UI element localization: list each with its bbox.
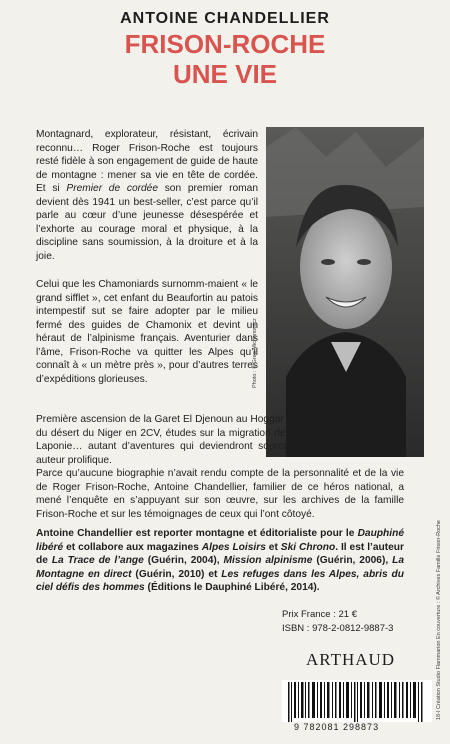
bio-italic: Alpes Loisirs bbox=[201, 541, 266, 553]
isbn: ISBN : 978-2-0812-9887-3 bbox=[282, 623, 394, 634]
bio-text: (Guérin, 2010) et bbox=[131, 568, 222, 580]
book-title-line-1: FRISON-ROCHE bbox=[124, 29, 326, 59]
barcode-number: 9 782081 298873 bbox=[294, 722, 380, 732]
author-portrait-image bbox=[266, 127, 424, 457]
bio-text: Antoine Chandellier est reporter montagne et éditorialiste pour le bbox=[36, 528, 358, 539]
bio-text: (Guérin, 2004), bbox=[143, 555, 224, 566]
blurb-text: son premier roman devient dès 1941 un best-seller, c’est parce qu’il parle au cœur d’une jeunesse désespérée et l’exhorte au courage moral et physique, à la discipline sans soumission, à la droiture et à la joie. bbox=[36, 183, 258, 262]
bio-italic: Mission alpinisme bbox=[223, 555, 313, 566]
novel-title: Premier de cordée bbox=[66, 183, 158, 194]
publisher-logo: ARTHAUD bbox=[306, 650, 396, 669]
bio-italic: La Montagne en direct bbox=[36, 555, 404, 580]
bio-text: et collabore aux magazines bbox=[63, 541, 202, 553]
cover-credits: 18-I Création Studio Flammarion En couverture : © Archives Famille Frison-Roche bbox=[436, 520, 442, 720]
blurb-paragraph-2: Celui que les Chamoniards surnomm-maient « le grand sifflet », cet enfant du Beaufortin au patois intempestif sut se faire adopter par le milieu fermé des guides de Chamonix et devint un héraut de l’alpinisme français. Aventurier dans l’âme, Frison-Roche va quitter les Alpes qu’il connaît à « un mètre près », pour d’autres terres d’expéditions glorieuses. bbox=[36, 279, 258, 385]
bio-italic: Ski Chrono bbox=[280, 541, 336, 553]
bio-text: (Éditions le Dauphiné Libéré, 2014). bbox=[144, 582, 320, 593]
blurb-paragraph-2-continued: Première ascension de la Garet El Djenoun au Hoggar dans le Sahara, traversée du désert du Niger en 2CV, études sur la migration des troupeaux de rennes en Laponie… autant d’aventures qui deviendront sources d’inspirations pour cet auteur prolifique. bbox=[36, 414, 404, 466]
bio-italic: La Trace de l’ange bbox=[51, 555, 144, 566]
bio-text: et bbox=[265, 541, 281, 553]
book-title-line-2: UNE VIE bbox=[172, 59, 278, 89]
bio-italic: Les refuges dans les Alpes, abris du ciel défis des hommes bbox=[36, 568, 404, 593]
bio-text: . Il est l’auteur de bbox=[36, 541, 404, 566]
author-bio bbox=[36, 527, 404, 595]
blurb-text: Montagnard, explorateur, résistant, écrivain reconnu… Roger Frison-Roche est toujours resté fidèle à son engagement de guide de haute de montagne : mener sa vie en tête de cordée. Et si bbox=[36, 129, 258, 194]
bio-text: (Guérin, 2006), bbox=[312, 555, 393, 566]
author-name: ANTOINE CHANDELLIER bbox=[120, 10, 330, 27]
blurb-paragraph-3: Parce qu’aucune biographie n’avait rendu compte de la personnalité et de la vie de Roger Frison-Roche, Antoine Chandellier, familier de ce héros national, a mené l’enquête en s’appuyant sur son œuvre, sur les archives de la famille Frison-Roche et sur les témoignages de ceux qui l’ont côtoyé. bbox=[36, 468, 404, 520]
bio-italic: Dauphiné libéré bbox=[36, 528, 404, 553]
price: Prix France : 21 € bbox=[282, 609, 357, 620]
author-photo bbox=[266, 127, 424, 457]
photo-credit: Photo : © Greg Michonowicz bbox=[252, 318, 258, 388]
blurb-paragraph-1 bbox=[36, 128, 258, 263]
barcode-icon bbox=[282, 680, 432, 722]
